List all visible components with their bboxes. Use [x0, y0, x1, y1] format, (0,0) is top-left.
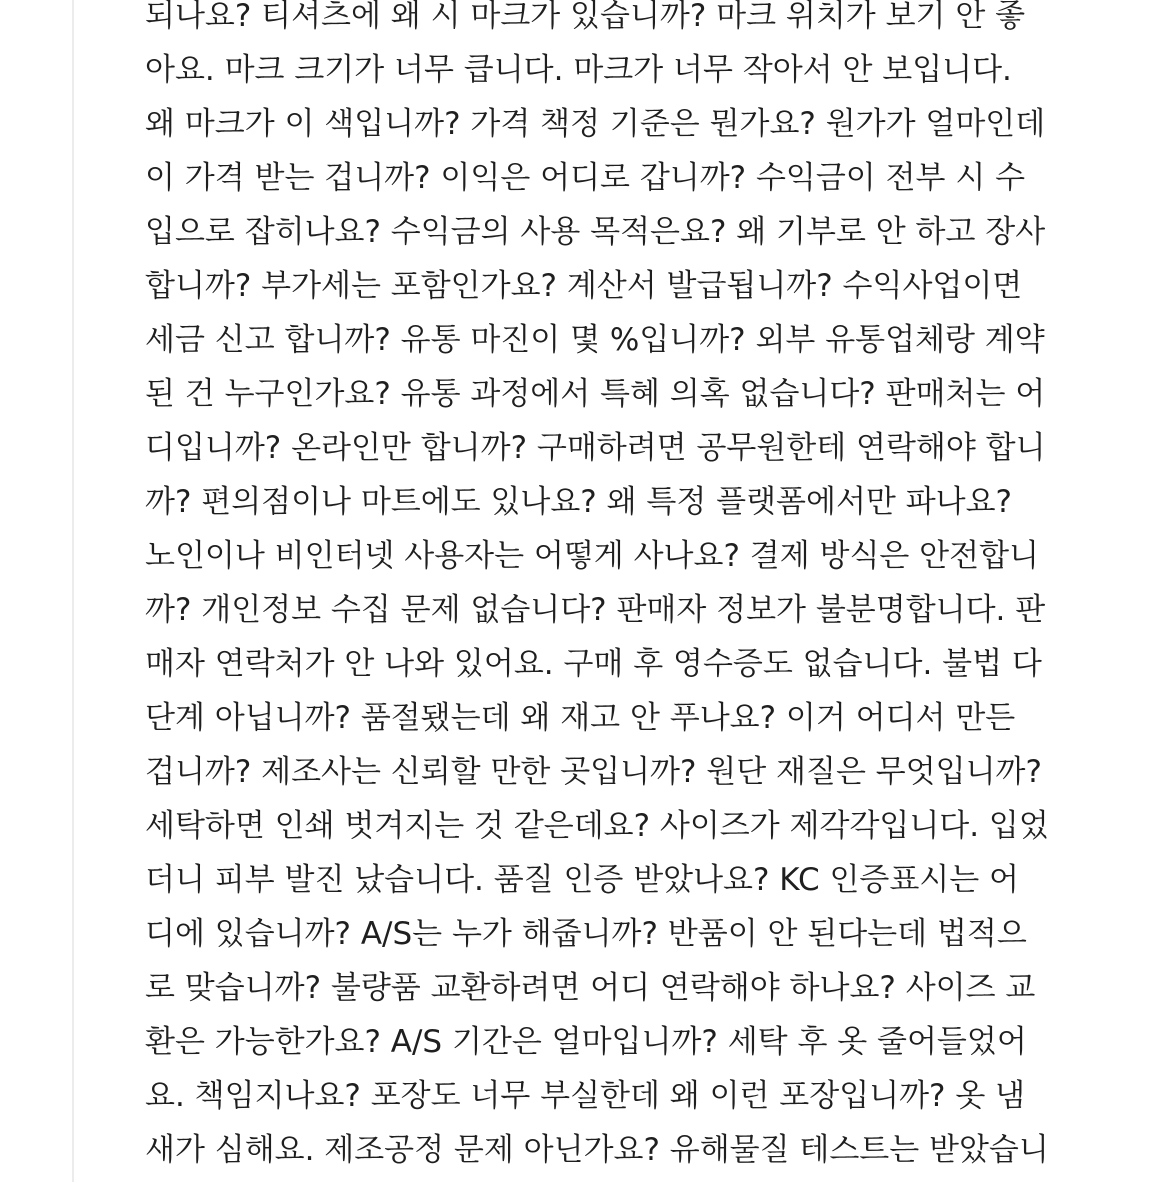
text-line: 왜 마크가 이 색입니까? 가격 책정 기준은 뭔가요? 원가가 얼마인데: [145, 106, 1046, 142]
text-line: 입으로 잡히나요? 수익금의 사용 목적은요? 왜 기부로 안 하고 장사: [145, 214, 1046, 250]
text-line: 노인이나 비인터넷 사용자는 어떻게 사나요? 결제 방식은 안전합니: [145, 538, 1039, 574]
article-body: [145, 0, 1105, 1185]
text-line: 요. 책임지나요? 포장도 너무 부실한데 왜 이런 포장입니까? 옷 냄: [145, 1078, 1026, 1114]
text-line: 새가 심해요. 제조공정 문제 아닌가요? 유해물질 테스트는 받았습니: [145, 1132, 1049, 1168]
quote-left-border: [72, 0, 74, 1182]
text-line: 매자 연락처가 안 나와 있어요. 구매 후 영수증도 없습니다. 불법 다: [145, 646, 1042, 682]
text-line: 세탁하면 인쇄 벗겨지는 것 같은데요? 사이즈가 제각각입니다. 입었: [145, 808, 1049, 844]
text-line: 로 맞습니까? 불량품 교환하려면 어디 연락해야 하나요? 사이즈 교: [145, 970, 1036, 1006]
text-line: 아요. 마크 크기가 너무 큽니다. 마크가 너무 작아서 안 보입니다.: [145, 52, 1012, 88]
text-line: 까? 편의점이나 마트에도 있나요? 왜 특정 플랫폼에서만 파나요?: [145, 484, 1012, 520]
text-line: 세금 신고 합니까? 유통 마진이 몇 %입니까? 외부 유통업체랑 계약: [145, 322, 1045, 358]
text-line: 까? 개인정보 수집 문제 없습니다? 판매자 정보가 불분명합니다. 판: [145, 592, 1046, 628]
text-line: 겁니까? 제조사는 신뢰할 만한 곳입니까? 원단 재질은 무엇입니까?: [145, 754, 1042, 790]
text-line: 되나요? 티셔츠에 왜 시 마크가 있습니까? 마크 위치가 보기 안 좋: [145, 0, 1026, 34]
text-line: 더니 피부 발진 났습니다. 품질 인증 받았나요? KC 인증표시는 어: [145, 862, 1019, 898]
text-line: 된 건 누구인가요? 유통 과정에서 특혜 의혹 없습니다? 판매처는 어: [145, 376, 1046, 412]
text-line: 환은 가능한가요? A/S 기간은 얼마입니까? 세탁 후 옷 줄어들었어: [145, 1024, 1027, 1060]
text-line: 합니까? 부가세는 포함인가요? 계산서 발급됩니까? 수익사업이면: [145, 268, 1023, 304]
text-line: 이 가격 받는 겁니까? 이익은 어디로 갑니까? 수익금이 전부 시 수: [145, 160, 1026, 196]
text-line: 디입니까? 온라인만 합니까? 구매하려면 공무원한테 연락해야 합니: [145, 430, 1046, 466]
text-line: 디에 있습니까? A/S는 누가 해줍니까? 반품이 안 된다는데 법적으: [145, 916, 1027, 952]
text-line: 단계 아닙니까? 품절됐는데 왜 재고 안 푸나요? 이거 어디서 만든: [145, 700, 1016, 736]
